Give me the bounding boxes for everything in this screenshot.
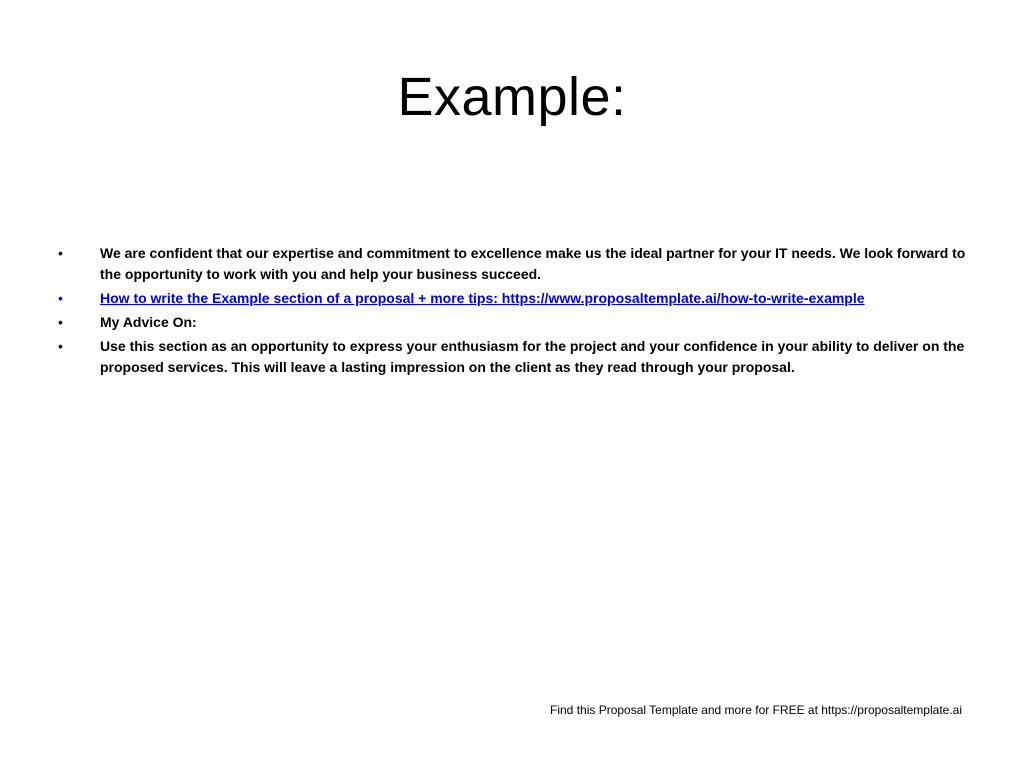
footer-text: Find this Proposal Template and more for FREE at https://proposaltemplate.ai <box>550 703 962 717</box>
bullet-text: My Advice On: <box>100 314 197 330</box>
list-item[interactable] <box>56 288 966 309</box>
bullet-text: Use this section as an opportunity to express your enthusiasm for the project and your confidence in your ability to deliver on the proposed services. This will leave a lasting impression on the client as they read through your proposal. <box>100 338 965 375</box>
list-item <box>56 336 966 378</box>
bullet-marker: • <box>58 314 63 330</box>
bullet-marker: • <box>58 290 63 306</box>
list-item <box>56 312 966 333</box>
slide-title: Example: <box>397 67 627 127</box>
list-item <box>56 243 966 285</box>
bullet-list <box>56 243 966 381</box>
bullet-marker: • <box>58 245 63 261</box>
proposal-tips-link[interactable]: How to write the Example section of a proposal + more tips: https://www.proposaltemplate.ai/how-to-write-example <box>100 290 865 306</box>
bullet-marker: • <box>58 338 63 354</box>
bullet-text: We are confident that our expertise and commitment to excellence make us the ideal partner for your IT needs. We look forward to the opportunity to work with you and help your business succeed. <box>100 245 966 282</box>
